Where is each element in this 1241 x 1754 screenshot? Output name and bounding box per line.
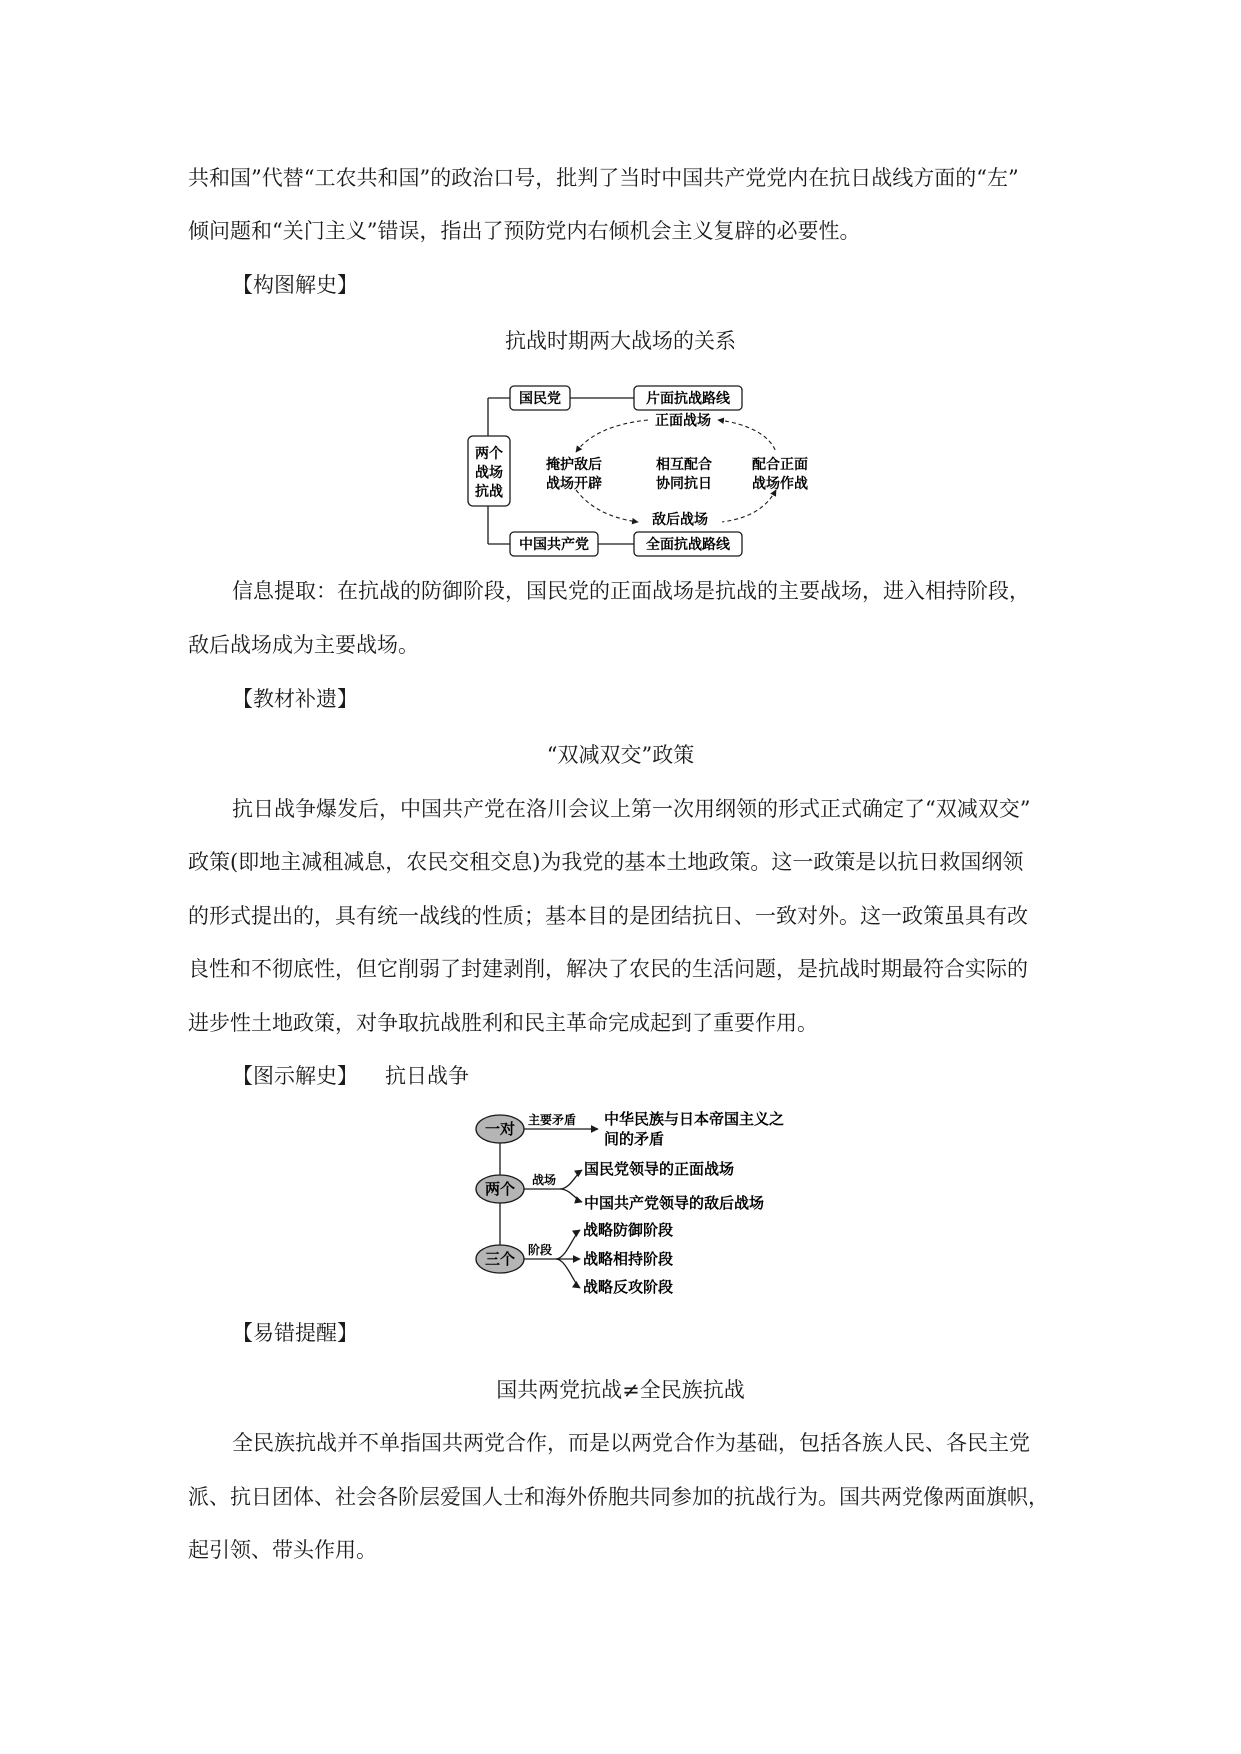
section-heading-supplement: 【教材补遗】	[232, 687, 358, 711]
right-note-line-1: 配合正面	[752, 457, 808, 473]
stage-stalemate: 战略相持阶段	[583, 1250, 674, 1268]
right-note-line-2: 战场作战	[752, 476, 808, 492]
section-heading-composition: 【构图解史】	[232, 273, 358, 297]
front-battlefield-label: 正面战场	[655, 413, 711, 429]
stage-defense: 战略防御阶段	[583, 1221, 674, 1239]
policy-line-4: 良性和不彻底性，但它削弱了封建剥削，解决了农民的生活问题，是抗战时期最符合实际的	[188, 957, 1028, 981]
policy-line-5: 进步性土地政策，对争取抗战胜利和民主革命完成起到了重要作用。	[188, 1011, 818, 1035]
rear-battlefield-label: 敌后战场	[652, 512, 708, 528]
ccp-box: 中国共产党	[519, 537, 589, 553]
pitfall-line-1: 全民族抗战并不单指国共两党合作，而是以两党合作为基础，包括各族人民、各民主党	[232, 1431, 1030, 1455]
kmt-box: 国民党	[519, 391, 561, 407]
intro-line-2: 倾问题和“关门主义”错误，指出了预防党内右倾机会主义复辟的必要性。	[188, 219, 861, 243]
section-heading-illustration: 【图示解史】	[232, 1064, 358, 1088]
two-battlefields-diagram	[460, 378, 820, 564]
full-war-line-box: 全面抗战路线	[646, 537, 730, 553]
contradiction-line-1: 中华民族与日本帝国主义之	[604, 1110, 785, 1128]
label-stage: 阶段	[528, 1243, 553, 1257]
node-one-pair: 一对	[484, 1120, 516, 1138]
left-box-line-3: 抗战	[475, 484, 503, 500]
node-two: 两个	[484, 1180, 516, 1198]
left-note-line-2: 战场开辟	[546, 476, 602, 492]
label-main-contradiction: 主要矛盾	[528, 1113, 577, 1127]
policy-line-3: 的形式提出的，具有统一战线的性质；基本目的是团结抗日、一致对外。这一政策虽具有改	[188, 904, 1028, 928]
diagram1-title: 抗战时期两大战场的关系	[505, 329, 736, 353]
contradiction-line-2: 间的矛盾	[604, 1130, 665, 1148]
battlefield-kmt: 国民党领导的正面战场	[584, 1160, 735, 1178]
left-note-line-1: 掩护敌后	[546, 457, 602, 473]
pitfall-line-3: 起引领、带头作用。	[188, 1538, 377, 1562]
info-line-1: 信息提取：在抗战的防御阶段，国民党的正面战场是抗战的主要战场，进入相持阶段，	[232, 579, 1030, 603]
stage-counteroffensive: 战略反攻阶段	[583, 1278, 674, 1294]
mid-note-line-1: 相互配合	[656, 457, 712, 473]
policy-line-1: 抗日战争爆发后，中国共产党在洛川会议上第一次用纲领的形式正式确定了“双减双交”	[232, 797, 1031, 821]
policy-title: “双减双交”政策	[546, 743, 695, 767]
war-of-resistance-diagram	[470, 1104, 830, 1294]
node-three: 三个	[484, 1250, 516, 1268]
section-heading-pitfall: 【易错提醒】	[232, 1321, 358, 1345]
mid-note-line-2: 协同抗日	[656, 476, 712, 492]
info-line-2: 敌后战场成为主要战场。	[188, 633, 419, 657]
policy-line-2: 政策(即地主减租减息，农民交租交息)为我党的基本土地政策。这一政策是以抗日救国纲领	[188, 850, 1024, 874]
left-box-line-2: 战场	[475, 465, 503, 481]
partial-war-line-box: 片面抗战路线	[646, 391, 730, 407]
illustration-subtitle: 抗日战争	[385, 1064, 469, 1088]
battlefield-ccp: 中国共产党领导的敌后战场	[584, 1194, 765, 1212]
intro-line-1: 共和国”代替“工农共和国”的政治口号，批判了当时中国共产党党内在抗日战线方面的“左”	[188, 166, 1019, 190]
pitfall-title: 国共两党抗战≠全民族抗战	[496, 1378, 745, 1402]
label-battlefield: 战场	[532, 1173, 557, 1187]
pitfall-line-2: 派、抗日团体、社会各阶层爱国人士和海外侨胞共同参加的抗战行为。国共两党像两面旗帜，	[188, 1485, 1049, 1509]
left-box-line-1: 两个	[475, 446, 503, 462]
